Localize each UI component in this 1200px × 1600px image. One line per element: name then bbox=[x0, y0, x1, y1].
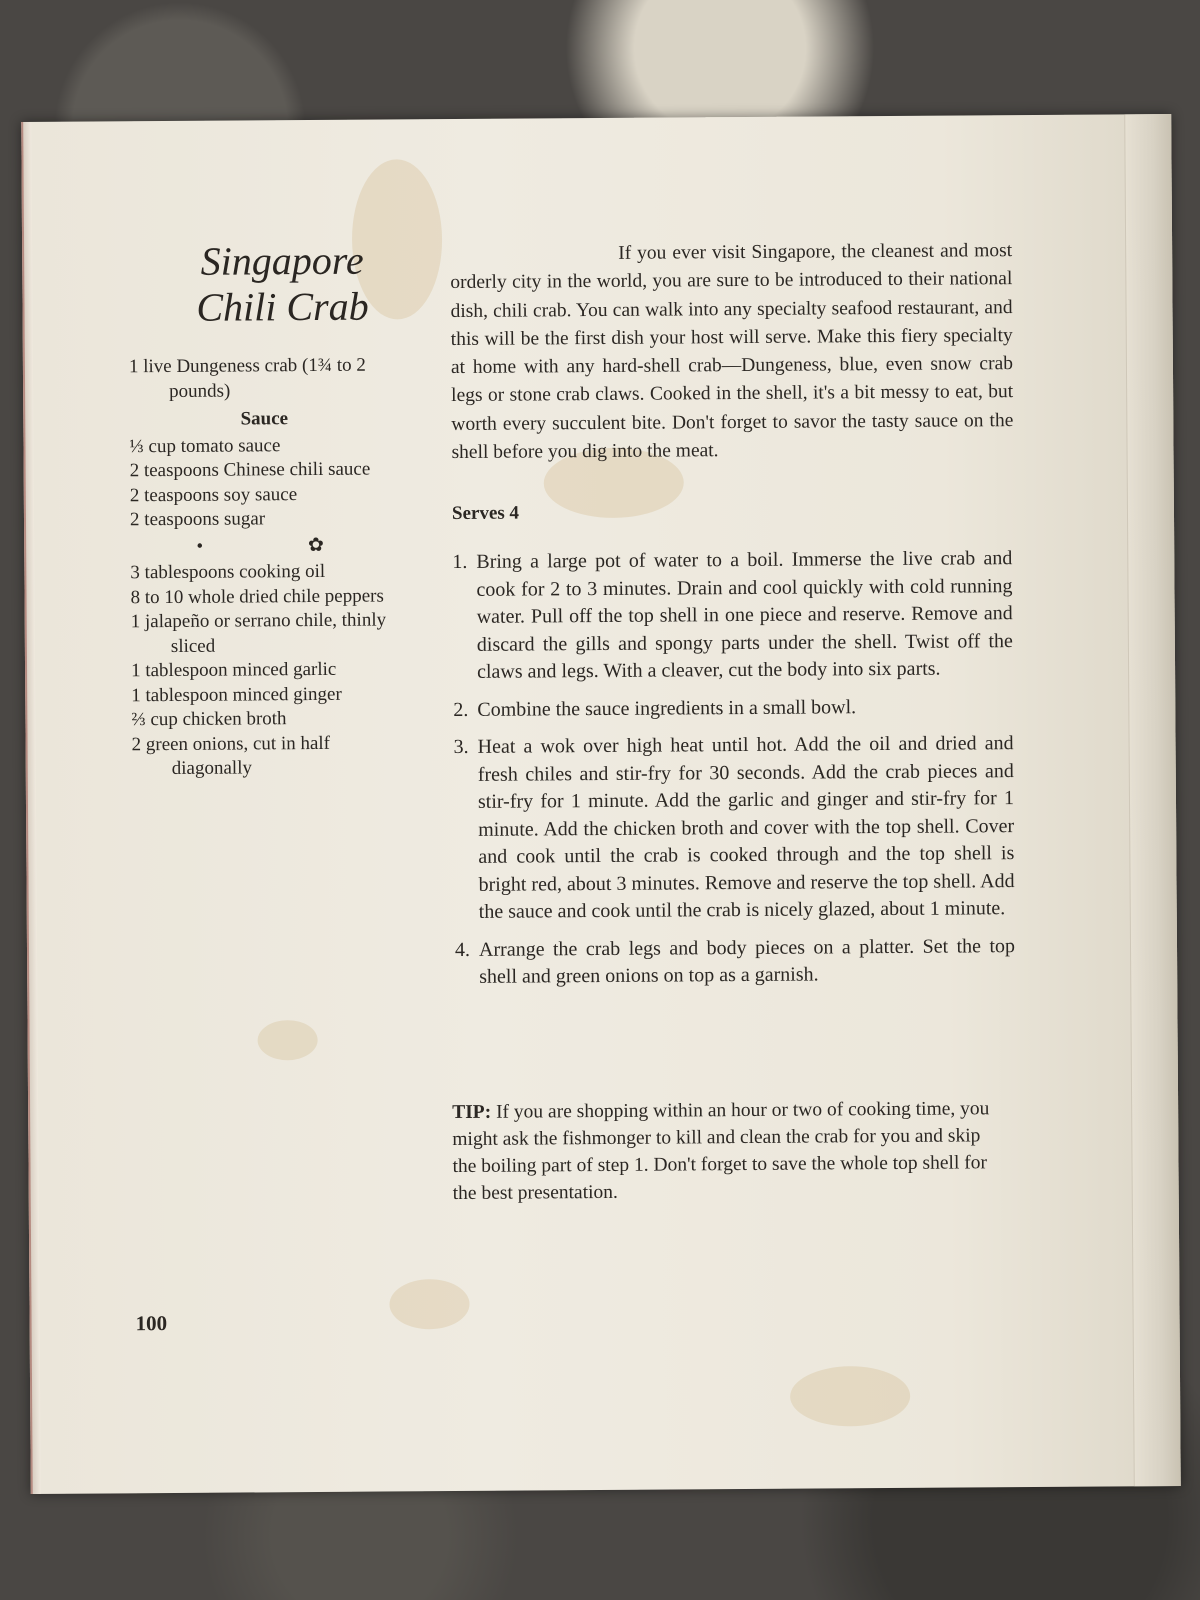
step-number: 2. bbox=[453, 698, 469, 721]
recipe-intro: If you ever visit Singapore, the cleanest and most orderly city in the world, you are sure to be introduced to their national dish, chili crab. You can walk into any specialty seafood restaurant, and this will be the first dish your host will serve. Make this fiery specialty at home with any hard-shell crab—Dungeness, blue, even snow crab legs or stone crab claws. Cooked in the shell, it's a bit messy to eat, but worth every succulent bite. Don't forget to savor the tasty sauce on the shell before you dig into the meat. bbox=[450, 240, 1014, 464]
step-text: Arrange the crab legs and body pieces on a platter. Set the top shell and green onions on top as a garnish. bbox=[478, 934, 1016, 988]
book-page bbox=[21, 114, 1181, 1494]
stain bbox=[389, 1279, 469, 1330]
ingredient-item: 2 teaspoons Chinese chili sauce bbox=[129, 458, 371, 482]
ingredient-item: 1 tablespoon minced garlic bbox=[130, 658, 337, 682]
ingredient-item: 1 tablespoon minced ginger bbox=[131, 683, 342, 706]
ingredient-item: 1 jalapeño or serrano chile, thinly sliced bbox=[130, 609, 387, 657]
stain bbox=[790, 1366, 910, 1427]
tip-label: TIP: bbox=[452, 1101, 492, 1124]
serves-label: Serves 4 bbox=[451, 502, 520, 525]
ingredient-item: 3 tablespoons cooking oil bbox=[130, 560, 326, 584]
step-text: Bring a large pot of water to a boil. Immerse the live crab and cook for 2 to 3 minutes. Drain and cool quickly with cold running water. Pull off the top shell in one piece and reserve. Remove and discard the gills and spongy parts under the shell. Twist off the claws and legs. With a cleaver, cut the body into six parts. bbox=[476, 547, 1013, 683]
tip-text: If you are shopping within an hour or two of cooking time, you might ask the fishmonger to kill and clean the crab for you and skip the boiling part of step 1. Don't forget to save the whole top shell for the best presentation. bbox=[452, 1098, 990, 1205]
page-number: 100 bbox=[135, 1311, 168, 1336]
ingredients-list bbox=[129, 353, 402, 781]
step-text: Heat a wok over high heat until hot. Add the oil and dried and fresh chiles and stir-fry for 30 seconds. Add the crab pieces and stir-fry for 1 minute. Add the garlic and ginger and stir-fry for 1 minute. Add the chicken broth and cover with the top shell. Cover and cook until the crab is cooked through and the top shell is bright red, about 3 minutes. Remove and reserve the top shell. Add the sauce and cook until the crab is nicely glazed, about 1 minute. bbox=[477, 732, 1015, 923]
ingredient-item: 1 live Dungeness crab (1¾ to 2 pounds) bbox=[128, 354, 366, 402]
instruction-step bbox=[452, 545, 1013, 686]
ingredient-item: 8 to 10 whole dried chile peppers bbox=[130, 585, 384, 608]
step-number: 4. bbox=[454, 938, 471, 961]
page-edge bbox=[21, 122, 41, 1494]
step-number: 1. bbox=[452, 550, 468, 574]
instruction-step bbox=[455, 933, 1015, 992]
stain bbox=[258, 1020, 318, 1060]
title-line-1: Singapore bbox=[200, 237, 364, 284]
step-number: 3. bbox=[453, 735, 469, 759]
instruction-step bbox=[453, 693, 1013, 724]
instruction-step bbox=[454, 730, 1015, 926]
instructions-list bbox=[452, 545, 1015, 1001]
ingredient-item: ⅓ cup tomato sauce bbox=[129, 434, 281, 457]
ornament-divider: • ✿ bbox=[196, 534, 374, 557]
ingredient-item: ⅔ cup chicken broth bbox=[131, 708, 287, 731]
recipe-title bbox=[172, 237, 393, 331]
title-line-2: Chili Crab bbox=[196, 283, 369, 330]
ingredient-item: 2 green onions, cut in half diagonally bbox=[131, 732, 331, 779]
spine-gutter bbox=[1124, 114, 1181, 1486]
step-text: Combine the sauce ingredients in a small bowl. bbox=[477, 695, 857, 721]
sauce-heading: Sauce bbox=[240, 408, 289, 430]
ingredient-item: 2 teaspoons sugar bbox=[129, 508, 266, 531]
tip-note bbox=[452, 1095, 1005, 1207]
ingredient-item: 2 teaspoons soy sauce bbox=[129, 483, 298, 506]
